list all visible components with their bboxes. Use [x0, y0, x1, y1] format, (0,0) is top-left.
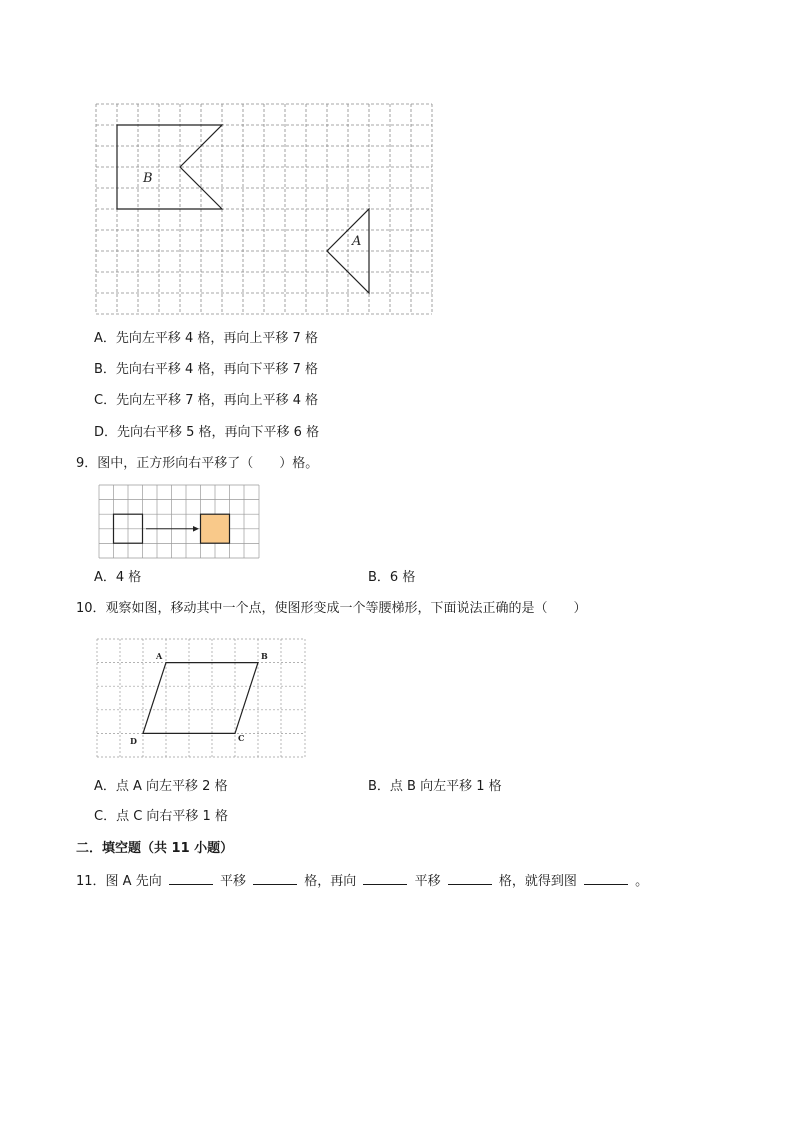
q10-grid-figure	[96, 638, 306, 758]
q11-text	[76, 871, 648, 891]
q9-option-a: A．4 格	[94, 570, 142, 585]
q10-option-b: B．点 B 向左平移 1 格	[368, 779, 502, 794]
q11-part-6: 。	[635, 874, 649, 889]
point-b-label: B	[261, 651, 268, 661]
answer-blank-3[interactable]	[363, 871, 407, 885]
q8-grid-figure	[95, 103, 433, 315]
q11-part-2: 平移	[219, 874, 246, 889]
q11-part-5: 格，就得到图	[498, 874, 577, 889]
q10-stem: 10．观察如图，移动其中一个点，使图形变成一个等腰梯形，下面说法正确的是（ ）	[76, 601, 587, 616]
point-a-label: A	[156, 651, 163, 661]
answer-blank-4[interactable]	[448, 871, 492, 885]
section-heading: 二．填空题（共 11 小题）	[76, 841, 234, 856]
moved-square	[201, 514, 230, 543]
q11-part-4: 平移	[414, 874, 441, 889]
parallelogram	[143, 663, 258, 734]
q9-grid-figure	[98, 484, 260, 559]
q8-option-c: C．先向左平移 7 格，再向上平移 4 格	[94, 393, 319, 408]
point-d-label: D	[130, 736, 137, 746]
q9-stem: 9．图中，正方形向右平移了（ ）格。	[76, 456, 319, 471]
answer-blank-2[interactable]	[253, 871, 297, 885]
q8-option-a: A．先向左平移 4 格，再向上平移 7 格	[94, 331, 318, 346]
arrow-head-icon	[193, 526, 199, 532]
answer-blank-1[interactable]	[169, 871, 213, 885]
answer-blank-5[interactable]	[584, 871, 628, 885]
q10-option-c: C．点 C 向右平移 1 格	[94, 809, 228, 824]
q8-option-b: B．先向右平移 4 格，再向下平移 7 格	[94, 362, 318, 377]
point-c-label: C	[238, 733, 245, 743]
q11-part-3: 格，再向	[304, 874, 357, 889]
q11-part-1: 11．图 A 先向	[76, 874, 162, 889]
q9-option-b: B．6 格	[368, 570, 416, 585]
q10-option-a: A．点 A 向左平移 2 格	[94, 779, 228, 794]
label-a: A	[352, 234, 362, 249]
label-b: B	[143, 171, 153, 186]
q8-option-d: D．先向右平移 5 格，再向下平移 6 格	[94, 425, 320, 440]
